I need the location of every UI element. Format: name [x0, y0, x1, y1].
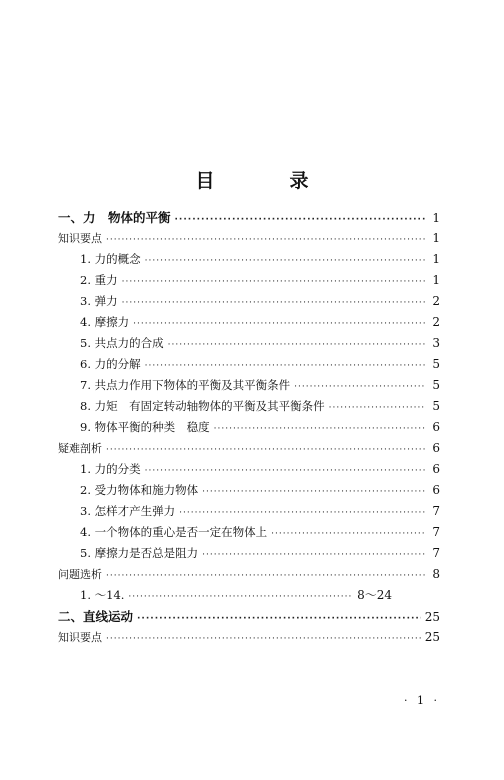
table-of-contents [58, 207, 440, 648]
toc-entry[interactable] [58, 480, 440, 501]
page-title: 目 录 [195, 170, 337, 192]
toc-entry-page: 8 [432, 567, 440, 581]
toc-entry-page: 1 [432, 273, 440, 287]
toc-entry-page: 2 [432, 315, 440, 329]
toc-entry[interactable] [58, 501, 440, 522]
toc-entry-label: 3. 弹力 [80, 294, 118, 308]
dot-leader [122, 272, 426, 293]
toc-entry[interactable] [58, 312, 440, 333]
dot-leader [202, 545, 426, 566]
toc-entry[interactable] [58, 417, 440, 438]
dot-leader [122, 293, 426, 314]
dot-leader [329, 398, 426, 419]
dot-leader [271, 524, 426, 545]
toc-entry-page: 3 [432, 336, 440, 350]
toc-entry-page: 7 [432, 525, 440, 539]
toc-entry-page: 25 [424, 610, 440, 624]
toc-entry-label: 一、力 物体的平衡 [58, 210, 171, 225]
dot-leader [106, 230, 426, 251]
toc-entry-label: 3. 怎样才产生弹力 [80, 504, 176, 518]
toc-entry-label: 5. 共点力的合成 [80, 336, 164, 350]
dot-leader [214, 419, 426, 440]
toc-entry-page: 6 [432, 462, 440, 476]
toc-entry[interactable] [58, 396, 440, 417]
toc-entry[interactable] [58, 585, 440, 606]
toc-section[interactable] [58, 627, 440, 648]
toc-entry-label: 4. 一个物体的重心是否一定在物体上 [80, 525, 268, 539]
toc-entry-label: 疑难剖析 [58, 442, 102, 455]
toc-entry[interactable] [58, 354, 440, 375]
toc-entry[interactable] [58, 543, 440, 564]
toc-entry[interactable] [58, 291, 440, 312]
toc-section[interactable] [58, 564, 440, 585]
toc-entry-page: 1 [432, 231, 440, 245]
toc-entry-page: 5 [432, 357, 440, 371]
toc-entry-label: 4. 摩擦力 [80, 315, 130, 329]
dot-leader [106, 566, 426, 587]
dot-leader [106, 440, 426, 461]
toc-entry[interactable] [58, 333, 440, 354]
toc-entry[interactable] [58, 522, 440, 543]
dot-leader [145, 461, 426, 482]
toc-entry-label: 7. 共点力作用下物体的平衡及其平衡条件 [80, 378, 291, 392]
toc-entry-label: 知识要点 [58, 631, 102, 644]
dot-leader [128, 587, 353, 608]
toc-section[interactable] [58, 228, 440, 249]
toc-entry-label: 9. 物体平衡的种类 稳度 [80, 420, 210, 434]
toc-entry-page: 25 [424, 630, 440, 644]
page-number: · 1 · [404, 694, 440, 707]
toc-entry-label: 2. 重力 [80, 273, 118, 287]
toc-entry-page: 2 [432, 294, 440, 308]
toc-entry-page: 6 [432, 441, 440, 455]
toc-entry-label: 8. 力矩 有固定转动轴物体的平衡及其平衡条件 [80, 399, 325, 413]
dot-leader [202, 482, 426, 503]
toc-entry[interactable] [58, 375, 440, 396]
toc-entry-page: 5 [432, 399, 440, 413]
toc-entry-page: 6 [432, 420, 440, 434]
dot-leader [145, 251, 426, 272]
toc-entry-page: 5 [432, 378, 440, 392]
toc-entry[interactable] [58, 249, 440, 270]
toc-entry-page: 6 [432, 483, 440, 497]
toc-entry-label: 二、直线运动 [58, 609, 134, 624]
dot-leader [168, 335, 426, 356]
toc-entry-label: 2. 受力物体和施力物体 [80, 483, 199, 497]
dot-leader [145, 356, 426, 377]
toc-entry[interactable] [58, 270, 440, 291]
toc-entry-label: 1. 力的概念 [80, 252, 141, 266]
toc-entry-page: 1 [432, 211, 440, 225]
toc-chapter[interactable] [58, 207, 440, 228]
toc-section[interactable] [58, 438, 440, 459]
toc-entry[interactable] [58, 459, 440, 480]
dot-leader [106, 629, 421, 650]
toc-entry-label: 1. ～14. [80, 588, 125, 602]
dot-leader [133, 314, 426, 335]
toc-entry-label: 6. 力的分解 [80, 357, 141, 371]
dot-leader [179, 503, 426, 524]
toc-entry-label: 5. 摩擦力是否总是阻力 [80, 546, 199, 560]
toc-entry-label: 问题选析 [58, 568, 102, 581]
toc-entry-label: 知识要点 [58, 232, 102, 245]
toc-entry-page: 7 [432, 546, 440, 560]
dot-leader [294, 377, 426, 398]
toc-entry-page: 1 [432, 252, 440, 266]
toc-entry-page: 7 [432, 504, 440, 518]
toc-chapter[interactable] [58, 606, 440, 627]
toc-entry-page: 8～24 [357, 588, 392, 602]
toc-entry-label: 1. 力的分类 [80, 462, 141, 476]
